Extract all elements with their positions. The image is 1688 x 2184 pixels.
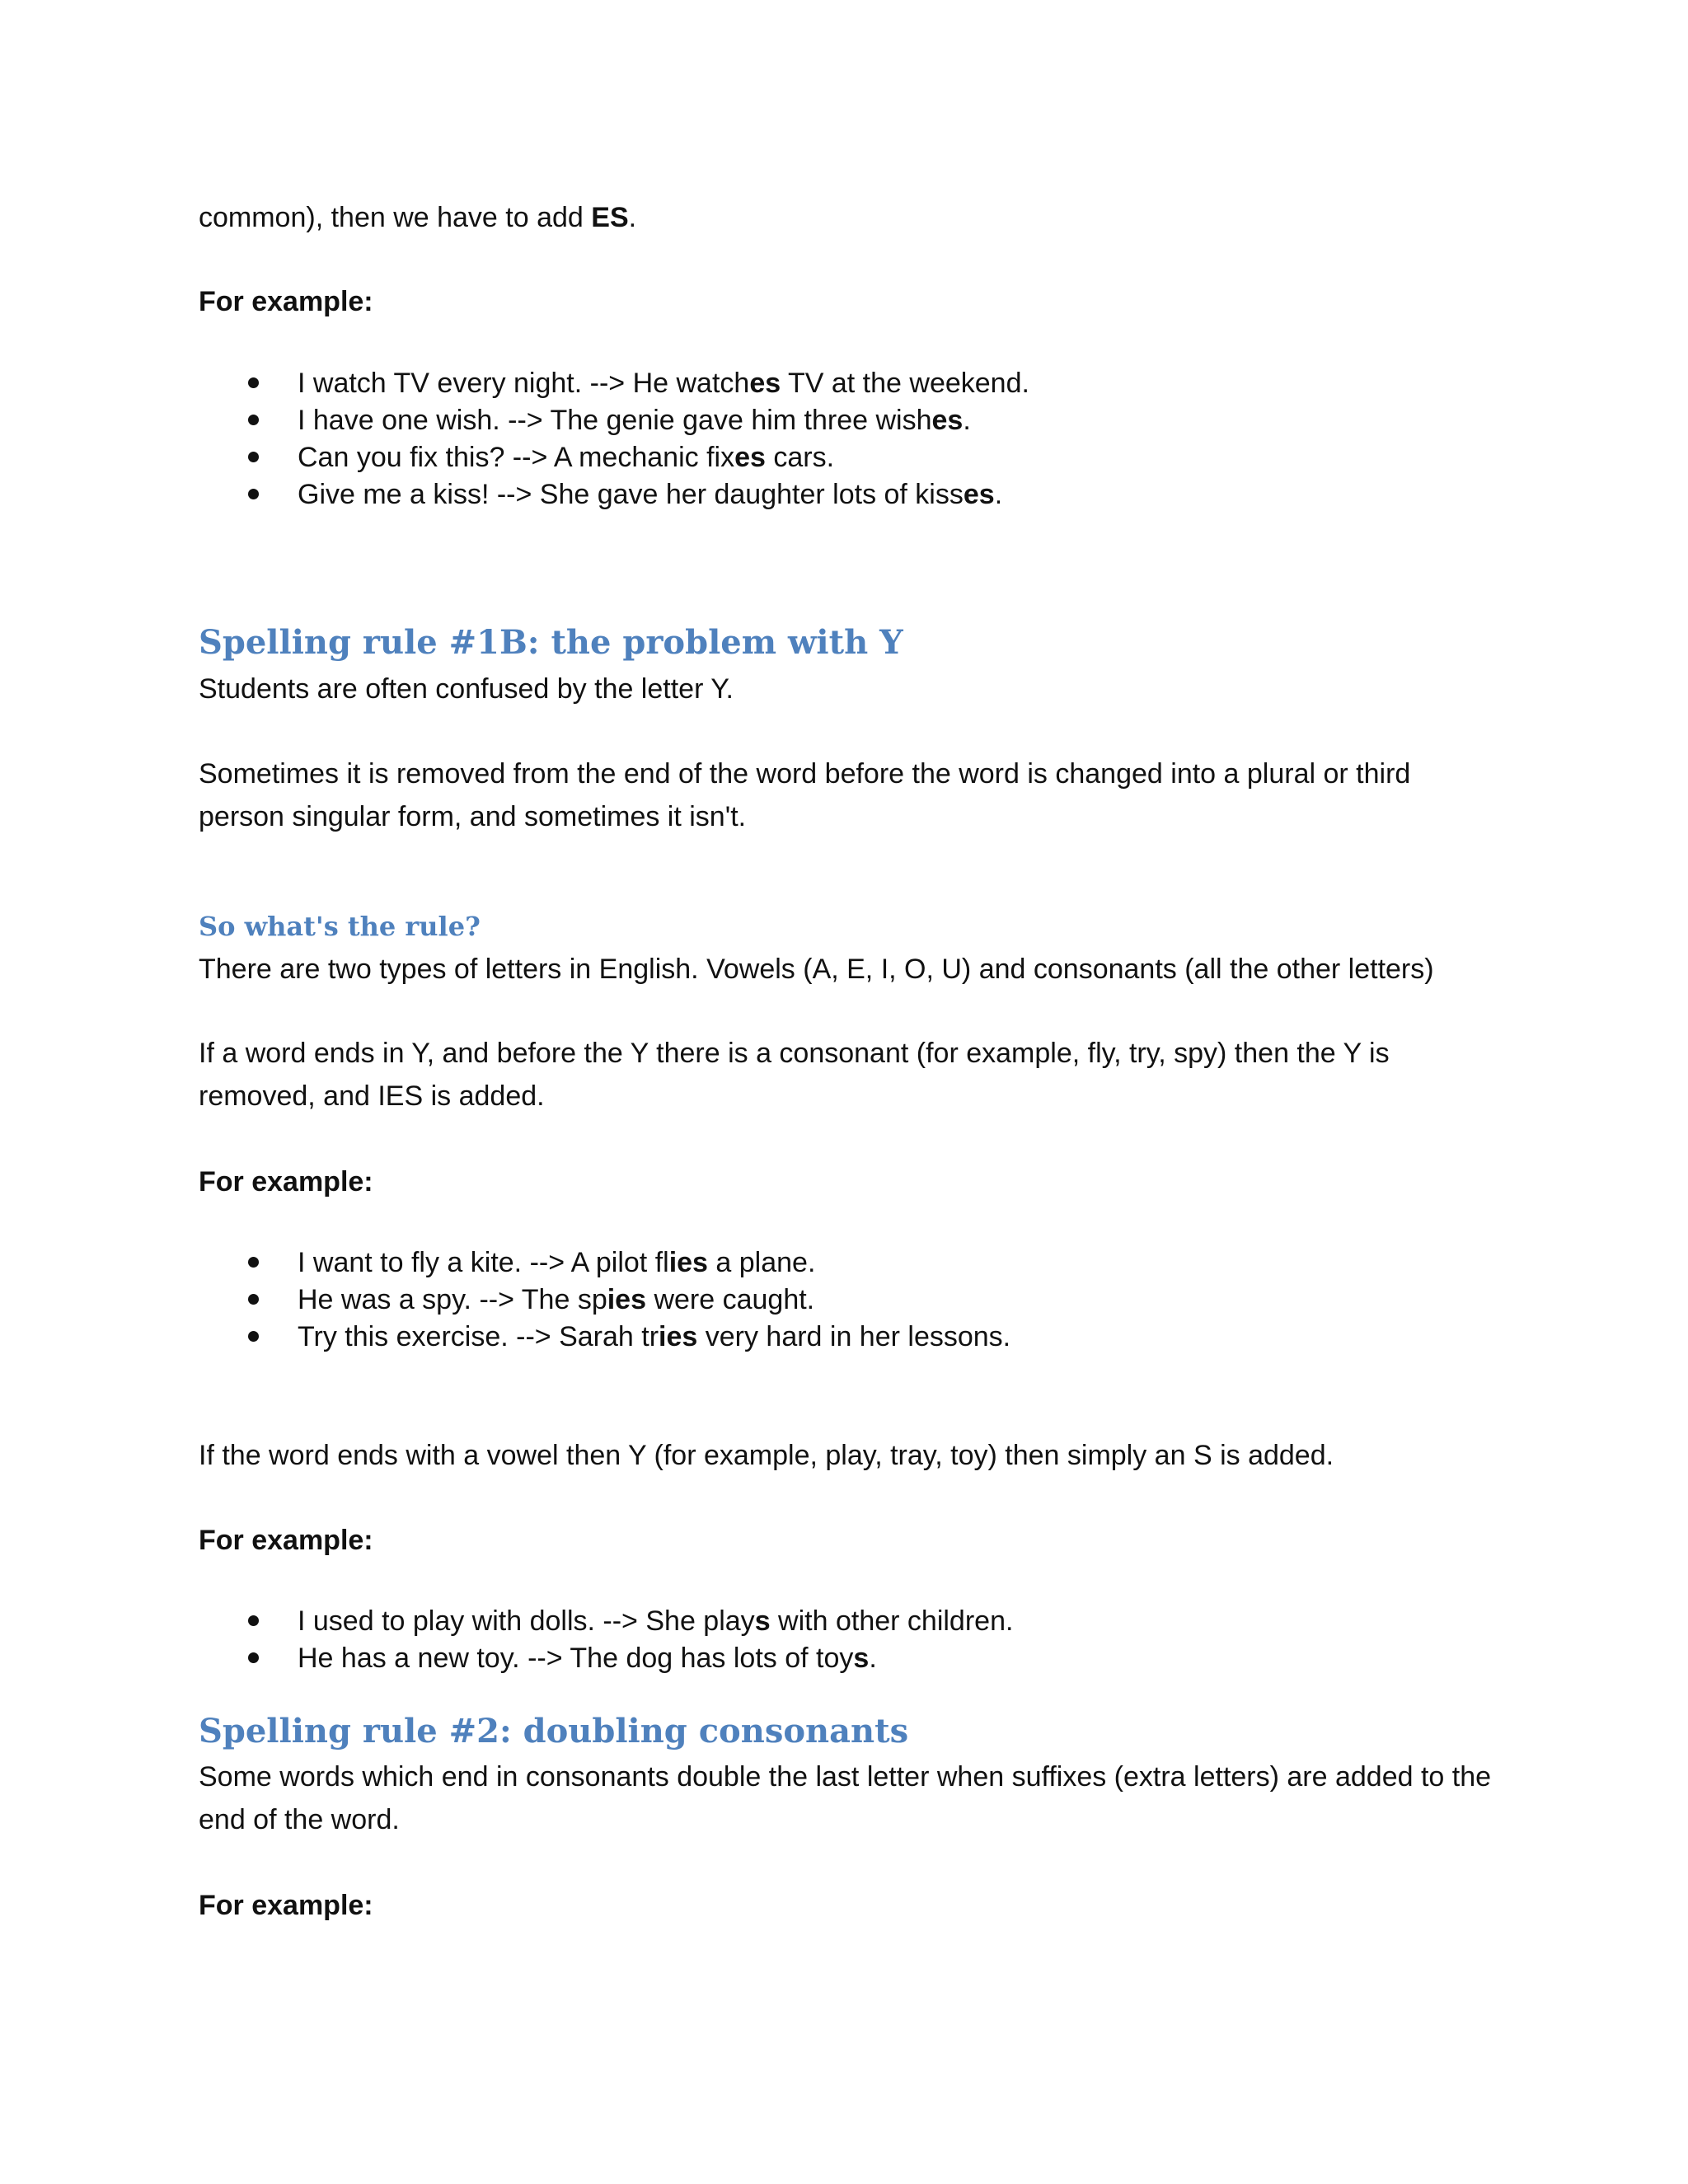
- rule-1b-paragraph-1: Students are often confused by the letter Y.: [199, 673, 734, 705]
- list-item: Can you fix this? --> A mechanic fixes cars.: [199, 439, 1029, 476]
- example-label: For example:: [199, 1890, 373, 1921]
- bullet-icon: [248, 1615, 259, 1626]
- rule-2-paragraph-1: Some words which end in consonants double the last letter when suffixes (extra letters) are added to the end of the word.: [199, 1761, 1492, 1835]
- list-item: He was a spy. --> The spies were caught.: [199, 1282, 1010, 1319]
- rule-subheading: So what's the rule?: [199, 911, 481, 942]
- bullet-icon: [248, 1294, 259, 1305]
- list-item: I want to fly a kite. --> A pilot flies a plane.: [199, 1244, 1010, 1282]
- bullet-icon: [248, 489, 259, 499]
- s-example-list: [199, 1603, 1013, 1677]
- rule-1b-paragraph-5: If the word ends with a vowel then Y (for example, play, tray, toy) then simply an S is added.: [199, 1440, 1334, 1471]
- es-example-list: [199, 365, 1029, 513]
- list-item: Give me a kiss! --> She gave her daughter lots of kisses.: [199, 476, 1029, 513]
- list-item: Try this exercise. --> Sarah tries very hard in her lessons.: [199, 1319, 1010, 1356]
- list-item: I have one wish. --> The genie gave him three wishes.: [199, 402, 1029, 439]
- rule-1b-paragraph-2: Sometimes it is removed from the end of the word before the word is changed into a plural or third person singular form, and sometimes it isn't.: [199, 758, 1411, 832]
- bullet-icon: [248, 377, 259, 388]
- bullet-icon: [248, 415, 259, 425]
- list-item: I used to play with dolls. --> She plays with other children.: [199, 1603, 1013, 1640]
- example-label: For example:: [199, 286, 373, 317]
- list-item: He has a new toy. --> The dog has lots of toys.: [199, 1640, 1013, 1677]
- bullet-icon: [248, 1331, 259, 1342]
- bullet-icon: [248, 1257, 259, 1268]
- example-label: For example:: [199, 1525, 373, 1556]
- bullet-icon: [248, 452, 259, 462]
- rule-2-heading: Spelling rule #2: doubling consonants: [199, 1712, 909, 1750]
- ies-example-list: [199, 1244, 1010, 1356]
- list-item: I watch TV every night. --> He watches TV at the weekend.: [199, 365, 1029, 402]
- rule-1b-paragraph-3: There are two types of letters in English. Vowels (A, E, I, O, U) and consonants (all the other letters): [199, 954, 1434, 985]
- bullet-icon: [248, 1652, 259, 1663]
- rule-1b-heading: Spelling rule #1B: the problem with Y: [199, 623, 903, 662]
- intro-paragraph: common), then we have to add ES.: [199, 202, 637, 233]
- rule-1b-paragraph-4: If a word ends in Y, and before the Y there is a consonant (for example, fly, try, spy) then the Y is removed, and IES is added.: [199, 1038, 1390, 1112]
- example-label: For example:: [199, 1166, 373, 1197]
